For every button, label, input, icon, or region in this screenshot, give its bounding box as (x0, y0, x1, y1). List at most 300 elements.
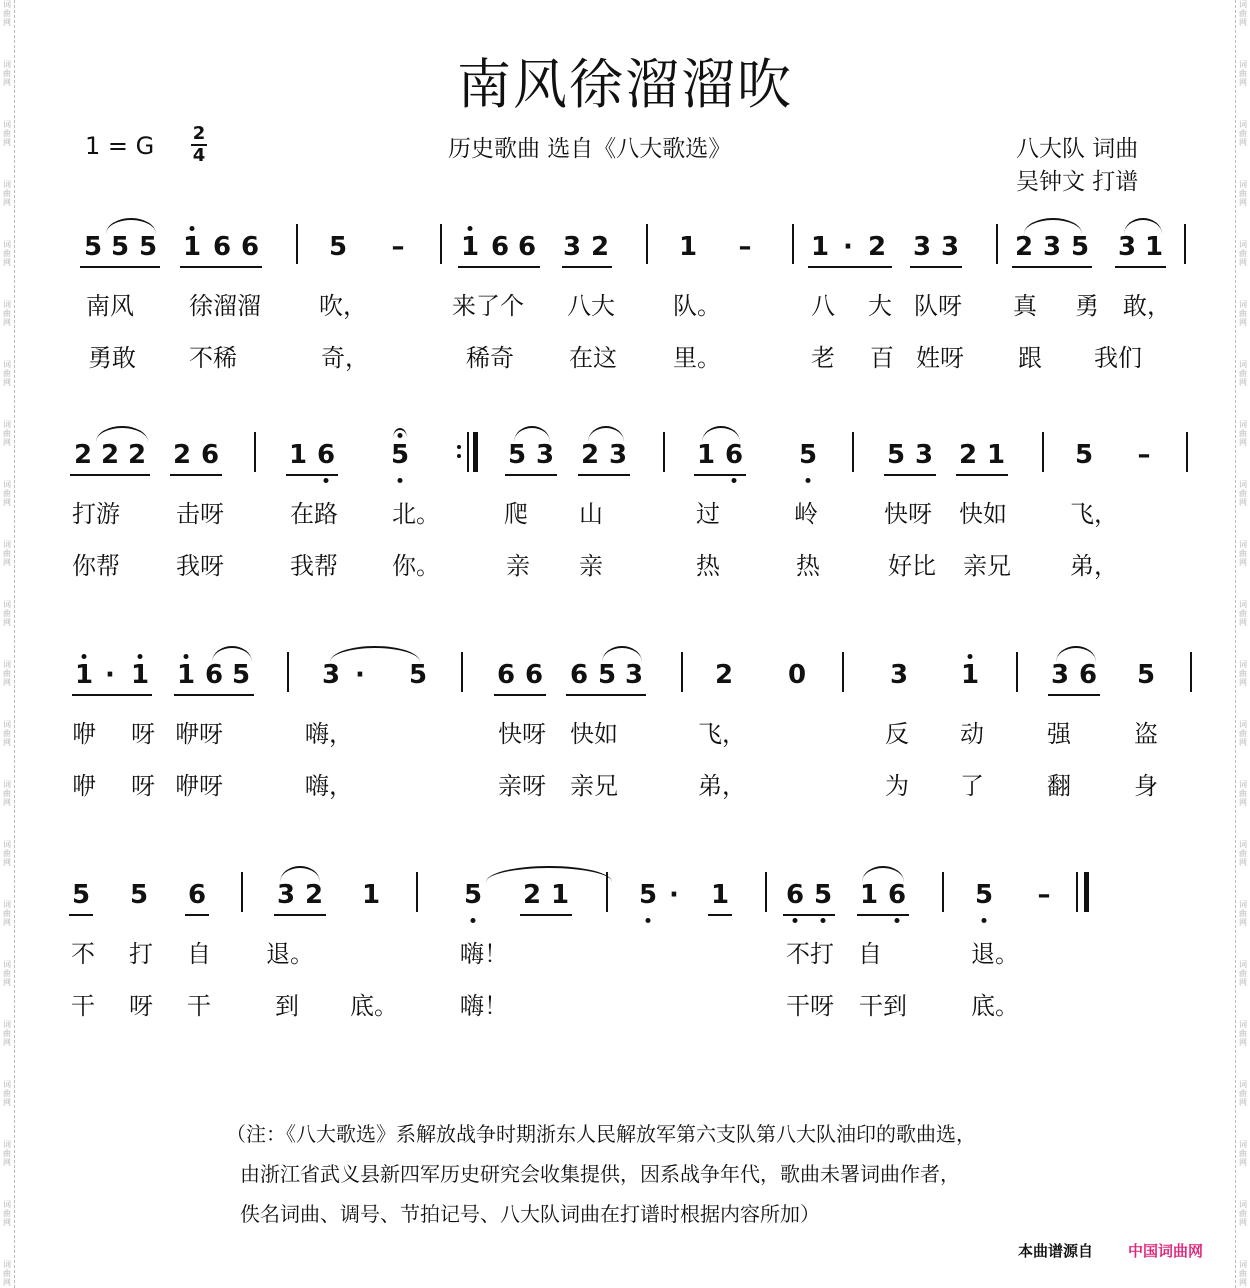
jianpu-note: 3 (608, 440, 628, 470)
high-octave-dot (184, 654, 189, 659)
eighth-beam (80, 266, 160, 268)
jianpu-note: 1 (74, 660, 94, 690)
eighth-beam (956, 474, 1008, 476)
jianpu-note: 6 (212, 232, 232, 262)
jianpu-note: 3 (562, 232, 582, 262)
jianpu-note: 6 (187, 880, 207, 910)
eighth-beam (286, 474, 338, 476)
eighth-beam (70, 474, 150, 476)
watermark-text: 词曲网 (3, 900, 11, 927)
jianpu-note: 3 (1117, 232, 1137, 262)
watermark-text: 词曲网 (1239, 720, 1247, 747)
watermark-text: 词曲网 (1239, 660, 1247, 687)
eighth-beam (458, 266, 540, 268)
watermark-text: 词曲网 (3, 1260, 11, 1287)
jianpu-note: 3 (912, 232, 932, 262)
jianpu-note: 1 (182, 232, 202, 262)
lyric-verse-1: 真 (1013, 292, 1037, 320)
jianpu-note: 2 (172, 440, 192, 470)
eighth-beam (884, 474, 936, 476)
high-octave-dot (82, 654, 87, 659)
lyric-verse-1: 快如 (570, 720, 618, 748)
jianpu-note: 5 (798, 440, 818, 470)
jianpu-note: 5 (974, 880, 994, 910)
lyric-verse-1: 南风 (86, 292, 134, 320)
lyric-verse-1: 快呀 (498, 720, 546, 748)
lyric-verse-2: 干到 (859, 992, 907, 1020)
jianpu-note: 0 (787, 660, 807, 690)
eighth-beam (505, 474, 557, 476)
footer-site-link[interactable]: 中国词曲网 (1128, 1242, 1204, 1260)
lyric-verse-1: 敢， (1123, 292, 1171, 320)
bar-line (681, 652, 683, 692)
lyric-verse-1: 嗨， (305, 720, 353, 748)
lyric-verse-2: 底。 (971, 992, 1019, 1020)
lyric-verse-1: 过 (696, 500, 720, 528)
watermark-text: 词曲网 (3, 300, 11, 327)
jianpu-note: 5 (83, 232, 103, 262)
jianpu-note: 2 (590, 232, 610, 262)
watermark-text: 词曲网 (3, 960, 11, 987)
slur (212, 646, 252, 662)
bar-line (1042, 432, 1044, 472)
bar-line (1016, 652, 1018, 692)
jianpu-note: 3 (321, 660, 341, 690)
low-octave-dot (324, 478, 329, 483)
jianpu-note: 3 (889, 660, 909, 690)
jianpu-note: 1 (361, 880, 381, 910)
time-signature-top: 2 (192, 123, 206, 144)
lyric-verse-2: 在这 (569, 344, 617, 372)
jianpu-note: 2 (867, 232, 887, 262)
low-octave-dot (821, 918, 826, 923)
lyric-verse-1: 退。 (971, 940, 1019, 968)
eighth-beam (520, 914, 572, 916)
lyric-verse-1: 岭 (794, 500, 818, 528)
watermark-text: 词曲网 (1239, 600, 1247, 627)
bar-line (1186, 432, 1188, 472)
watermark-text: 词曲网 (1239, 1020, 1247, 1047)
jianpu-note: 1 (810, 232, 830, 262)
lyric-verse-1: 队。 (673, 292, 721, 320)
eighth-beam (910, 266, 962, 268)
jianpu-note: 2 (127, 440, 147, 470)
low-octave-dot (732, 478, 737, 483)
high-octave-dot (138, 654, 143, 659)
watermark-text: 词曲网 (1239, 360, 1247, 387)
jianpu-note: 1 (960, 660, 980, 690)
jianpu-note: 2 (1014, 232, 1034, 262)
watermark-text: 词曲网 (1239, 420, 1247, 447)
watermark-text: 词曲网 (1239, 1080, 1247, 1107)
lyric-verse-1: 队呀 (914, 292, 962, 320)
jianpu-note: 5 (138, 232, 158, 262)
jianpu-note: 5 (597, 660, 617, 690)
eighth-beam (185, 914, 209, 916)
low-octave-dot (398, 478, 403, 483)
lyric-verse-2: 嗨！ (460, 992, 508, 1020)
watermark-text: 词曲网 (1239, 960, 1247, 987)
jianpu-note: 6 (490, 232, 510, 262)
eighth-beam (783, 914, 835, 916)
lyric-verse-1: 打 (129, 940, 153, 968)
eighth-beam (174, 694, 254, 696)
bar-line (765, 872, 767, 912)
jianpu-note: 1 (859, 880, 879, 910)
lyric-verse-2: 我呀 (176, 552, 224, 580)
jianpu-note: 5 (507, 440, 527, 470)
bar-line (440, 224, 442, 264)
jianpu-note: 6 (1078, 660, 1098, 690)
lyric-verse-2: 呀 (129, 992, 153, 1020)
lyric-verse-1: 不 (71, 940, 95, 968)
jianpu-note: 5 (1136, 660, 1156, 690)
repeat-bar-line (467, 432, 469, 472)
low-octave-dot (471, 918, 476, 923)
lyric-verse-1: 在路 (290, 500, 338, 528)
watermark-text: 词曲网 (1239, 60, 1247, 87)
bar-line (646, 224, 648, 264)
lyric-verse-1: 爬 (504, 500, 528, 528)
watermark-text: 词曲网 (3, 840, 11, 867)
bar-line (461, 652, 463, 692)
bar-line (996, 224, 998, 264)
lyric-verse-2: 到 (275, 992, 299, 1020)
time-signature-bottom: 4 (192, 145, 206, 166)
lyric-verse-1: 快呀 (884, 500, 932, 528)
eighth-beam (1048, 694, 1100, 696)
jianpu-note: 1 (1144, 232, 1164, 262)
low-octave-dot (895, 918, 900, 923)
key-signature: 1 = G (85, 132, 155, 160)
eighth-beam (274, 914, 326, 916)
lyric-verse-2: 不稀 (189, 344, 237, 372)
jianpu-note: – (391, 232, 405, 262)
jianpu-note: 5 (638, 880, 658, 910)
lyric-verse-2: 干 (187, 992, 211, 1020)
lyric-verse-2: 亲 (579, 552, 603, 580)
lyric-verse-2: 干 (71, 992, 95, 1020)
eighth-beam (578, 474, 630, 476)
lyric-verse-2: 弟， (698, 772, 746, 800)
watermark-text: 词曲网 (3, 660, 11, 687)
jianpu-note: 1 (550, 880, 570, 910)
lyric-verse-2: 你。 (392, 552, 440, 580)
jianpu-note: 1 (696, 440, 716, 470)
watermark-text: 词曲网 (3, 1020, 11, 1047)
bar-line (852, 432, 854, 472)
jianpu-note: 6 (724, 440, 744, 470)
eighth-beam (808, 266, 892, 268)
repeat-bar-line-thick (473, 432, 478, 472)
watermark-text: 词曲网 (3, 600, 11, 627)
lyric-verse-2: 弟， (1070, 552, 1118, 580)
note-line: 由浙江省武义县新四军历史研究会收集提供，因系战争年代，歌曲未署词曲作者， (240, 1162, 960, 1186)
lyric-verse-2: 为 (885, 772, 909, 800)
jianpu-note: 2 (304, 880, 324, 910)
bar-line (942, 872, 944, 912)
credit-transcriber: 吴钟文 打谱 (1016, 169, 1139, 195)
watermark-text: 词曲网 (3, 0, 11, 27)
lyric-verse-2: 里。 (673, 344, 721, 372)
lyric-verse-1: 强 (1047, 720, 1071, 748)
lyric-verse-2: 呀 (131, 772, 155, 800)
lyric-verse-1: 飞， (1070, 500, 1118, 528)
jianpu-note: 2 (714, 660, 734, 690)
jianpu-note: 6 (316, 440, 336, 470)
lyric-verse-2: 亲兄 (963, 552, 1011, 580)
lyric-verse-2: 热 (796, 552, 820, 580)
watermark-text: 词曲网 (1239, 900, 1247, 927)
jianpu-note: 1 (130, 660, 150, 690)
jianpu-note: 5 (813, 880, 833, 910)
jianpu-note: 5 (71, 880, 91, 910)
jianpu-note: 2 (580, 440, 600, 470)
jianpu-note: – (1037, 880, 1051, 910)
slur (106, 218, 156, 234)
lyric-verse-2: 亲兄 (570, 772, 618, 800)
lyric-verse-1: 嗨！ (460, 940, 508, 968)
jianpu-note: 5 (390, 440, 410, 470)
watermark-text: 词曲网 (3, 480, 11, 507)
lyric-verse-1: 自 (187, 940, 211, 968)
eighth-beam (180, 266, 262, 268)
slur (330, 646, 420, 662)
watermark-text: 词曲网 (1239, 480, 1247, 507)
watermark-text: 词曲网 (3, 420, 11, 447)
watermark-text: 词曲网 (1239, 840, 1247, 867)
watermark-text: 词曲网 (1239, 1200, 1247, 1227)
slur (96, 426, 148, 442)
eighth-beam (694, 474, 746, 476)
watermark-text: 词曲网 (1239, 780, 1247, 807)
bar-line (842, 652, 844, 692)
watermark-text: 词曲网 (3, 120, 11, 147)
note-line: （注：《八大歌选》系解放战争时期浙东人民解放军第六支队第八大队油印的歌曲选， (226, 1122, 976, 1146)
watermark-text: 词曲网 (3, 360, 11, 387)
jianpu-note: 5 (463, 880, 483, 910)
lyric-verse-1: 徐溜溜 (189, 292, 261, 320)
jianpu-note: 2 (73, 440, 93, 470)
slur (702, 426, 740, 442)
jianpu-note: 1 (460, 232, 480, 262)
jianpu-note: 5 (231, 660, 251, 690)
jianpu-note: 3 (1042, 232, 1062, 262)
bar-line (663, 432, 665, 472)
lyric-verse-1: 呀 (131, 720, 155, 748)
time-signature (190, 124, 208, 166)
jianpu-note: – (1137, 440, 1151, 470)
high-octave-dot (190, 226, 195, 231)
watermark-text: 词曲网 (1239, 300, 1247, 327)
double-bar-line (1076, 872, 1078, 912)
credit-lyrics-music: 八大队 词曲 (1016, 136, 1139, 162)
lyric-verse-1: 反 (885, 720, 909, 748)
high-octave-dot (468, 226, 473, 231)
jianpu-note: 3 (624, 660, 644, 690)
bar-line (296, 224, 298, 264)
lyric-verse-1: 快如 (959, 500, 1007, 528)
bar-line (792, 224, 794, 264)
slur (1056, 646, 1096, 662)
slur (486, 866, 612, 882)
lyric-verse-2: 奇， (321, 344, 369, 372)
lyric-verse-1: 盗 (1134, 720, 1158, 748)
lyric-verse-1: 大 (868, 292, 892, 320)
fermata-dot (398, 433, 403, 438)
jianpu-note: 1 (176, 660, 196, 690)
watermark-text: 词曲网 (3, 1080, 11, 1107)
song-title: 南风徐溜溜吹 (457, 53, 793, 116)
jianpu-note: 6 (785, 880, 805, 910)
watermark-text: 词曲网 (1239, 540, 1247, 567)
eighth-beam (69, 914, 93, 916)
lyric-verse-1: 来了个 (452, 292, 524, 320)
eighth-beam (857, 914, 909, 916)
bar-line (1184, 224, 1186, 264)
watermark-text: 词曲网 (1239, 240, 1247, 267)
lyric-verse-2: 咿 (72, 772, 96, 800)
jianpu-note: 6 (887, 880, 907, 910)
eighth-beam (494, 694, 546, 696)
jianpu-note: 5 (110, 232, 130, 262)
slur (1024, 218, 1082, 234)
watermark-text: 词曲网 (3, 720, 11, 747)
lyric-verse-2: 身 (1134, 772, 1158, 800)
high-octave-dot (968, 654, 973, 659)
lyric-verse-2: 嗨， (305, 772, 353, 800)
eighth-beam (1115, 266, 1166, 268)
lyric-verse-1: 咿 (72, 720, 96, 748)
eighth-beam (170, 474, 222, 476)
jianpu-note: 5 (129, 880, 149, 910)
jianpu-note: 6 (524, 660, 544, 690)
low-octave-dot (646, 918, 651, 923)
jianpu-note: · (843, 232, 853, 262)
jianpu-note: 1 (986, 440, 1006, 470)
jianpu-note: 5 (886, 440, 906, 470)
watermark-text: 词曲网 (3, 60, 11, 87)
right-watermark-strip (1235, 0, 1250, 1288)
lyric-verse-1: 击呀 (176, 500, 224, 528)
jianpu-note: 1 (678, 232, 698, 262)
lyric-verse-2: 我帮 (290, 552, 338, 580)
bar-line (254, 432, 256, 472)
watermark-text: 词曲网 (3, 180, 11, 207)
watermark-text: 词曲网 (1239, 120, 1247, 147)
watermark-text: 词曲网 (1239, 1140, 1247, 1167)
repeat-dots (457, 440, 461, 463)
slur (588, 426, 624, 442)
jianpu-note: 3 (914, 440, 934, 470)
bar-line (1190, 652, 1192, 692)
lyric-verse-1: 勇 (1075, 292, 1099, 320)
footer-label: 本曲谱源自 (1018, 1242, 1094, 1260)
jianpu-note: 2 (100, 440, 120, 470)
low-octave-dot (982, 918, 987, 923)
jianpu-note: 6 (517, 232, 537, 262)
lyric-verse-1: 打游 (72, 500, 120, 528)
jianpu-note: · (355, 660, 365, 690)
lyric-verse-1: 八 (811, 292, 835, 320)
watermark-text: 词曲网 (3, 780, 11, 807)
lyric-verse-2: 稀奇 (466, 344, 514, 372)
jianpu-note: 3 (535, 440, 555, 470)
jianpu-note: · (105, 660, 115, 690)
lyric-verse-1: 咿呀 (175, 720, 223, 748)
jianpu-note: 1 (710, 880, 730, 910)
jianpu-note: 5 (1074, 440, 1094, 470)
lyric-verse-2: 底。 (350, 992, 398, 1020)
lyric-verse-1: 退。 (266, 940, 314, 968)
slur (602, 646, 642, 662)
lyric-verse-1: 不打 (786, 940, 834, 968)
lyric-verse-2: 百 (870, 344, 894, 372)
jianpu-note: 3 (940, 232, 960, 262)
lyric-verse-2: 翻 (1047, 772, 1071, 800)
jianpu-note: 1 (288, 440, 308, 470)
jianpu-note: 3 (276, 880, 296, 910)
lyric-verse-2: 了 (960, 772, 984, 800)
lyric-verse-1: 动 (960, 720, 984, 748)
jianpu-note: 5 (408, 660, 428, 690)
jianpu-note: 6 (496, 660, 516, 690)
slur (1124, 218, 1162, 234)
slur (280, 866, 320, 882)
watermark-text: 词曲网 (1239, 0, 1247, 27)
watermark-text: 词曲网 (3, 540, 11, 567)
jianpu-note: 2 (958, 440, 978, 470)
jianpu-note: 6 (240, 232, 260, 262)
low-octave-dot (793, 918, 798, 923)
lyric-verse-1: 山 (579, 500, 603, 528)
note-line: 佚名词曲、调号、节拍记号、八大队词曲在打谱时根据内容所加） (240, 1202, 820, 1226)
low-octave-dot (806, 478, 811, 483)
lyric-verse-2: 跟 (1018, 344, 1042, 372)
lyric-verse-2: 老 (811, 344, 835, 372)
lyric-verse-2: 姓呀 (916, 344, 964, 372)
lyric-verse-2: 亲呀 (498, 772, 546, 800)
lyric-verse-2: 勇敢 (88, 344, 136, 372)
eighth-beam (72, 694, 152, 696)
eighth-beam (562, 266, 612, 268)
lyric-verse-2: 好比 (888, 552, 936, 580)
jianpu-note: 3 (1050, 660, 1070, 690)
watermark-text: 词曲网 (1239, 180, 1247, 207)
jianpu-note: 6 (200, 440, 220, 470)
watermark-text: 词曲网 (3, 1200, 11, 1227)
eighth-beam (708, 914, 732, 916)
bar-line (287, 652, 289, 692)
song-source: 历史歌曲 选自《八大歌选》 (448, 136, 732, 162)
jianpu-note: – (738, 232, 752, 262)
lyric-verse-2: 干呀 (786, 992, 834, 1020)
watermark-text: 词曲网 (1239, 1260, 1247, 1287)
double-bar-line-thick (1084, 872, 1089, 912)
lyric-verse-1: 飞， (698, 720, 746, 748)
watermark-text: 词曲网 (3, 1140, 11, 1167)
bar-line (241, 872, 243, 912)
eighth-beam (1012, 266, 1092, 268)
jianpu-note: 5 (1070, 232, 1090, 262)
lyric-verse-2: 热 (696, 552, 720, 580)
jianpu-note: 5 (328, 232, 348, 262)
lyric-verse-1: 自 (858, 940, 882, 968)
eighth-beam (566, 694, 646, 696)
lyric-verse-2: 你帮 (72, 552, 120, 580)
jianpu-note: 6 (204, 660, 224, 690)
jianpu-note: 6 (569, 660, 589, 690)
